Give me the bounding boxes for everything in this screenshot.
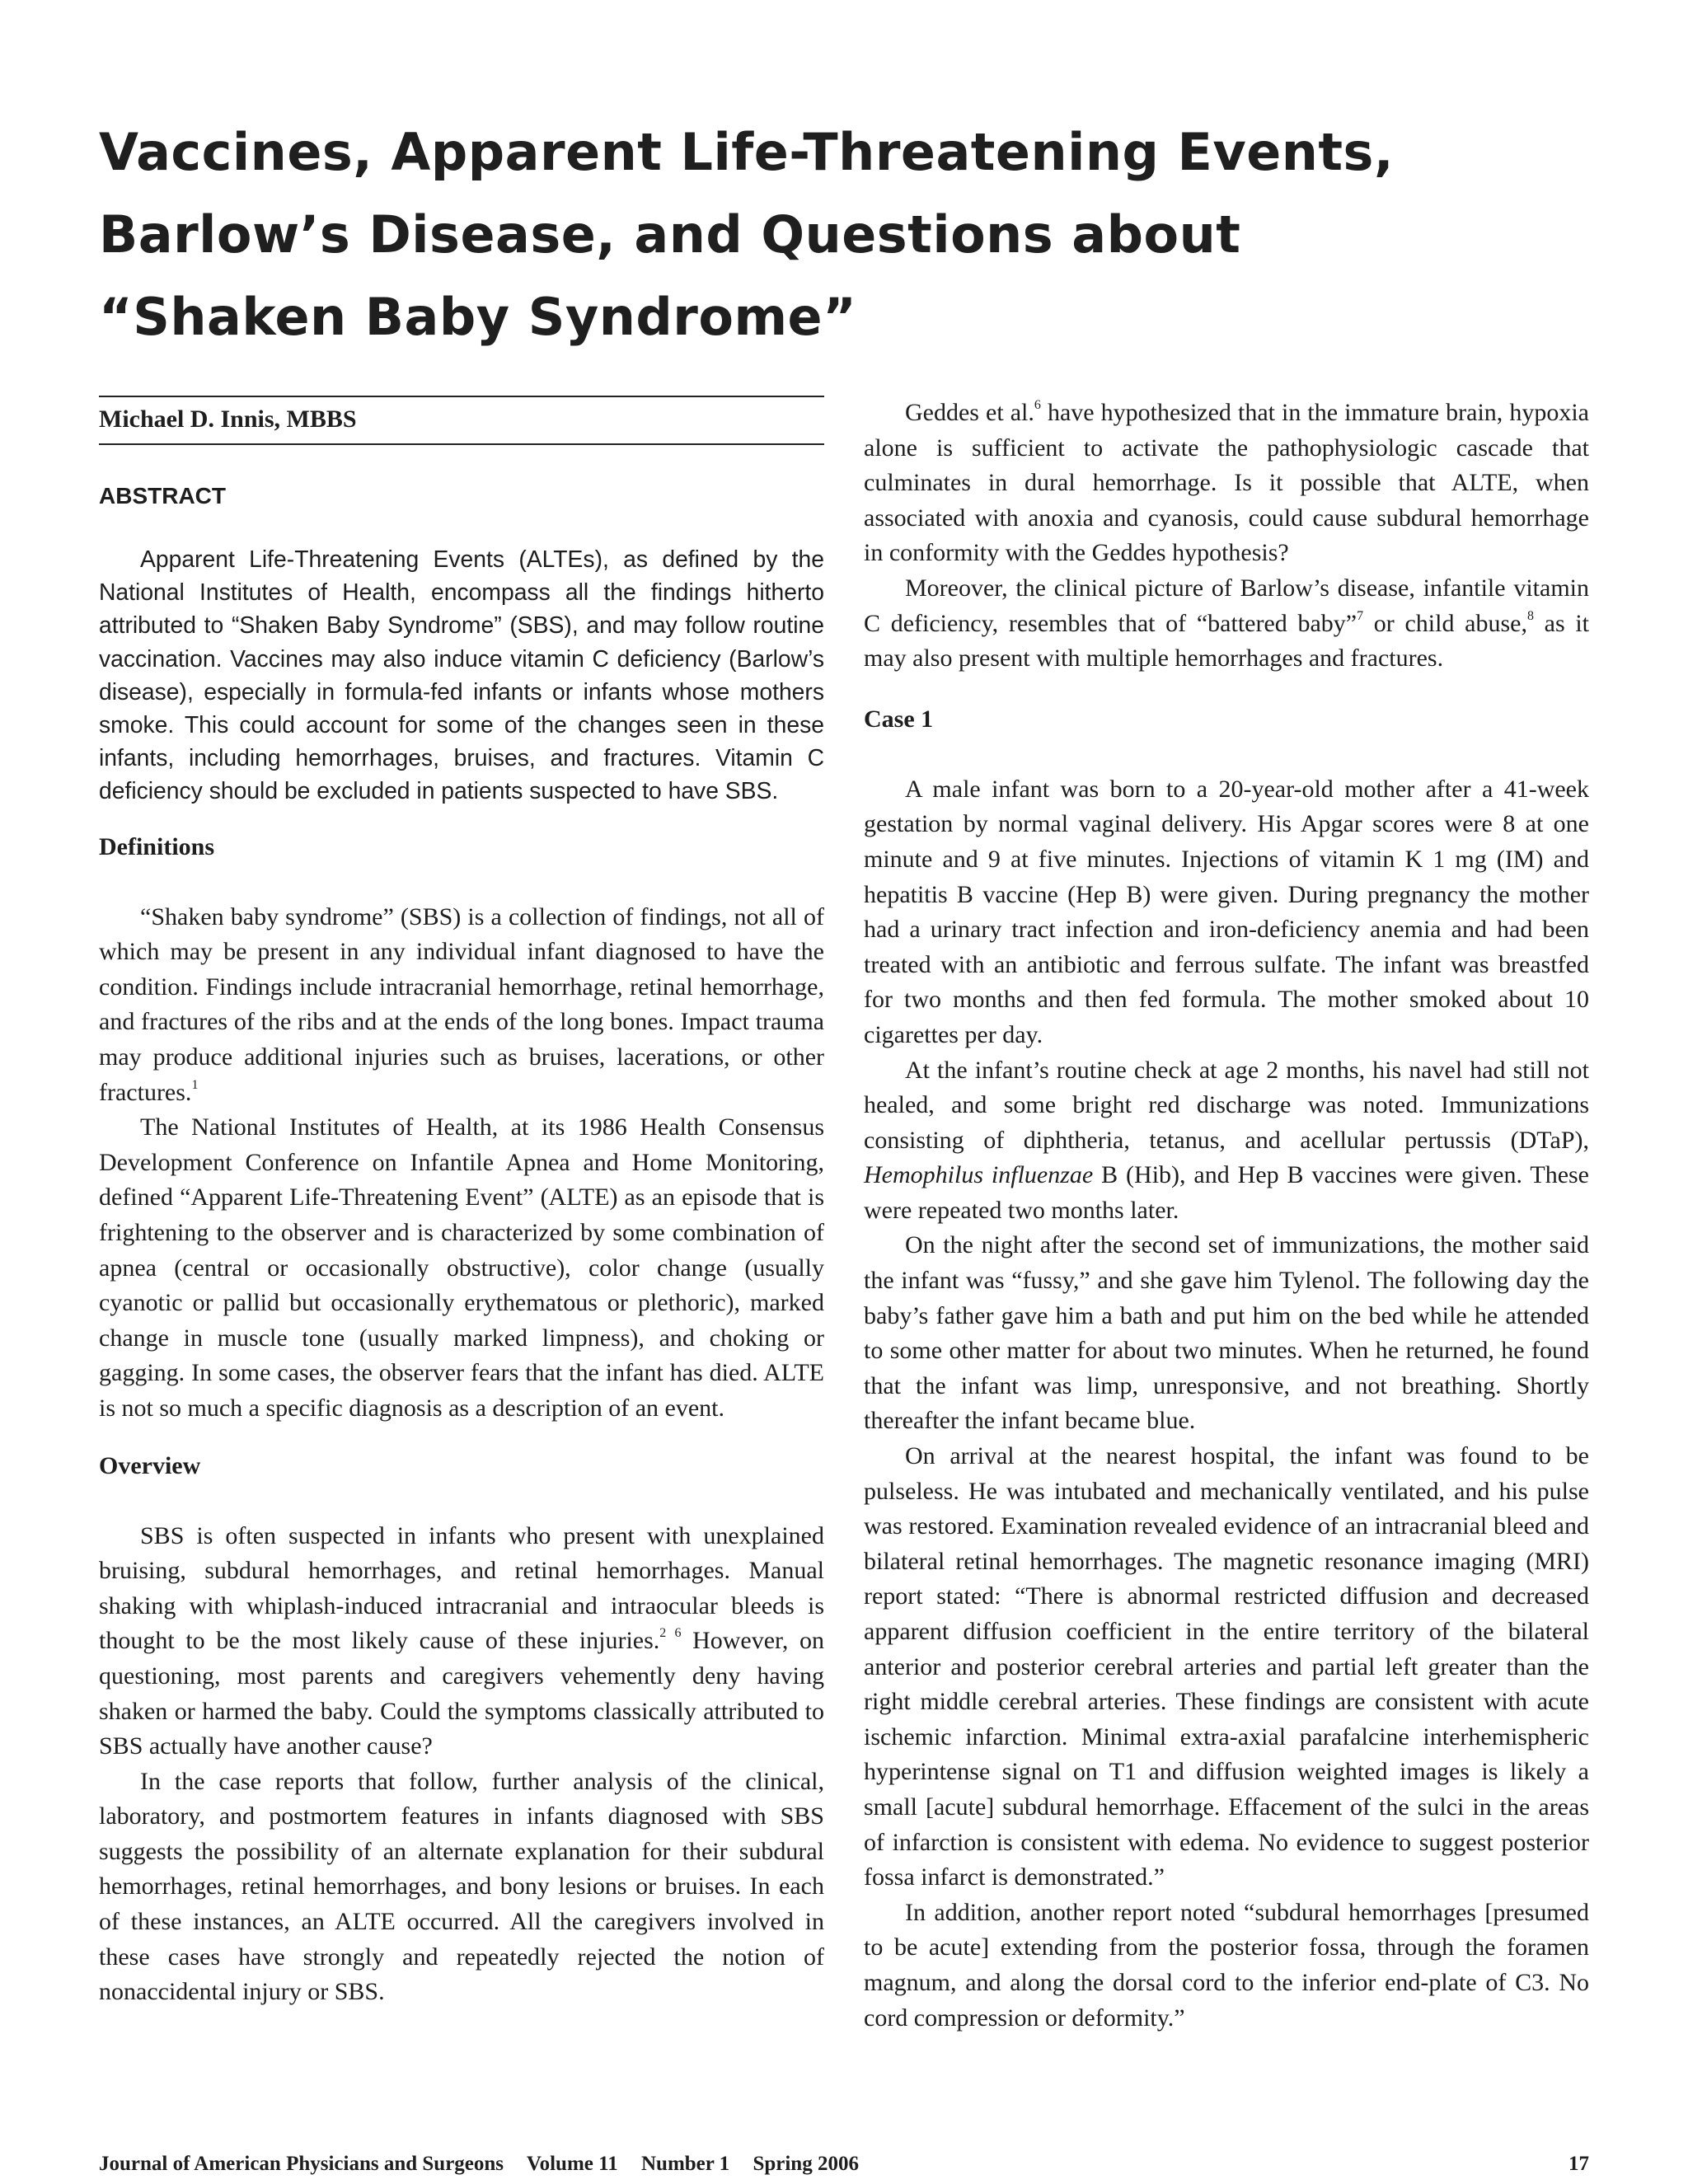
abstract-text: Apparent Life-Threatening Events (ALTEs), as defined by the National Institutes of Health, encompass all the findings hitherto attributed to “Shaken Baby Syndrome” (SBS), and may follow routine vaccination. Vaccines may also induce vitamin C deficiency (Barlow’s disease), especially in formula-fed infants or infants whose mothers smoke. This could account for some of the changes seen in these infants, including hemorrhages, bruises, and fractures. Vitamin C deficiency should be excluded in patients suspected to have SBS. xyxy=(99,546,824,804)
paragraph-text: have hypothesized that in the immature brain, hypoxia alone is sufficient to activate the pathophysiologic cascade that culminates in dural hemorrhage. Is it possible that ALTE, when associated with anoxia and cyanosis, could cause subdural hemorrhage in conformity with the Geddes hypothesis? xyxy=(864,399,1589,567)
journal-number: Number 1 xyxy=(641,2153,730,2175)
section-heading-overview: Overview xyxy=(99,1451,201,1479)
paragraph xyxy=(99,1519,824,1765)
reference-marker: 7 xyxy=(1357,608,1364,623)
right-column xyxy=(864,396,1589,2036)
paragraph: On the night after the second set of immunizations, the mother said the infant was “fussy,” and she gave him Tylenol. The following day the baby’s father gave him a bath and put him on the bed while he attended to some other matter for about two minutes. When he returned, he found that the infant was limp, unresponsive, and not breathing. Shortly thereafter the infant became blue. xyxy=(864,1231,1589,1435)
paragraph-text: B (Hib), and Hep B vaccines were given. These were repeated two months later. xyxy=(864,1161,1589,1224)
journal-name: Journal of American Physicians and Surgeons xyxy=(99,2153,504,2175)
section-heading-case-1: Case 1 xyxy=(864,705,934,733)
reference-marker: 8 xyxy=(1526,608,1534,623)
paragraph: In the case reports that follow, further analysis of the clinical, laboratory, and postmortem features in infants diagnosed with SBS suggests the possibility of an alternate explanation for their subdural hemorrhages, retinal hemorrhages, and bony lesions or bruises. In each of these instances, an ALTE occurred. All the caregivers involved in these cases have strongly and repeatedly rejected the notion of nonaccidental injury or SBS. xyxy=(99,1767,824,2006)
paragraph xyxy=(864,1053,1589,1229)
paragraph-text: or child abuse, xyxy=(1363,609,1527,637)
journal-volume: Volume 11 xyxy=(526,2153,618,2175)
paragraph xyxy=(99,900,824,1111)
paragraph-text: Moreover, the clinical picture of Barlow’s disease, infantile vitamin C deficiency, resembles that of “battered baby” xyxy=(864,574,1589,637)
italic-term: Hemophilus influenzae xyxy=(864,1161,1094,1189)
paragraph xyxy=(864,396,1589,571)
paragraph: The National Institutes of Health, at its 1986 Health Consensus Development Conference on Infantile Apnea and Home Monitoring, defined “Apparent Life-Threatening Event” (ALTE) as an episode that is frightening to the observer and is characterized by some combination of apnea (central or occasionally obstructive), color change (usually cyanotic or pallid but occasionally erythematous or plethoric), marked change in muscle tone (usually marked limpness), and choking or gagging. In some cases, the observer fears that the infant has died. ALTE is not so much a specific diagnosis as a description of an event. xyxy=(99,1113,824,1422)
paragraph: A male infant was born to a 20-year-old mother after a 41-week gestation by normal vaginal delivery. His Apgar scores were 8 at one minute and 9 at five minutes. Injections of vitamin K 1 mg (IM) and hepatitis B vaccine (Hep B) were given. During pregnancy the mother had a urinary tract infection and iron-deficiency anemia and had been treated with an antibiotic and ferrous sulfate. The infant was breastfed for two months and then fed formula. The mother smoked about 10 cigarettes per day. xyxy=(864,775,1589,1048)
reference-marker: 1 xyxy=(191,1077,199,1092)
paragraph: On arrival at the nearest hospital, the infant was found to be pulseless. He was intubated and mechanically ventilated, and his pulse was restored. Examination revealed evidence of an intracranial bleed and bilateral retinal hemorrhages. The magnetic resonance imaging (MRI) report stated: “There is abnormal restricted diffusion and decreased apparent diffusion coefficient in the entire territory of the bilateral anterior and posterior cerebral arteries and partial left greater than the right middle cerebral arteries. These findings are consistent with acute ischemic infarction. Minimal extra-axial parafalcine interhemispheric hyperintense signal on T1 and diffusion weighted images is likely a small [acute] subdural hemorrhage. Effacement of the sulci in the areas of infarction is consistent with edema. No evidence to suggest posterior fossa infarct is demonstrated.” xyxy=(864,1442,1589,1891)
paragraph-text: as it may also present with multiple hemorrhages and fractures. xyxy=(864,609,1590,673)
left-column xyxy=(99,396,824,2010)
page-footer xyxy=(99,2153,1589,2176)
page-number: 17 xyxy=(1568,2153,1589,2175)
journal-season: Spring 2006 xyxy=(753,2153,859,2175)
paragraph xyxy=(864,571,1589,677)
paragraph-text: Geddes et al. xyxy=(905,399,1034,426)
journal-info xyxy=(99,2153,877,2176)
paragraph: In addition, another report noted “subdural hemorrhages [presumed to be acute] extending from the posterior fossa, through the foramen magnum, and along the dorsal cord to the inferior end-plate of C3. No cord compression or deformity.” xyxy=(864,1898,1589,2032)
title-line: “Shaken Baby Syndrome” xyxy=(99,287,857,347)
author-name: Michael D. Innis, MBBS xyxy=(99,405,357,433)
article-title xyxy=(99,111,1582,359)
title-line: Vaccines, Apparent Life-Threatening Events, xyxy=(99,122,1395,182)
divider xyxy=(99,443,824,445)
paragraph-text: However, on questioning, most parents and caregivers vehemently deny having shaken or harmed the baby. Could the symptoms classically attributed to SBS actually have another cause? xyxy=(99,1627,824,1760)
reference-marker: 2 6 xyxy=(659,1626,682,1641)
reference-marker: 6 xyxy=(1034,398,1041,412)
title-line: Barlow’s Disease, and Questions about xyxy=(99,204,1241,265)
section-heading-definitions: Definitions xyxy=(99,832,215,860)
paragraph-text: At the infant’s routine check at age 2 months, his navel had still not healed, and some bright red discharge was noted. Immunizations consisting of diphtheria, tetanus, and acellular pertussis (DTaP), xyxy=(864,1056,1589,1154)
paragraph-text: “Shaken baby syndrome” (SBS) is a collection of findings, not all of which may be present in any individual infant diagnosed to have the condition. Findings include intracranial hemorrhage, retinal hemorrhage, and fractures of the ribs and at the ends of the long bones. Impact trauma may produce additional injuries such as bruises, lacerations, or other fractures. xyxy=(99,902,824,1106)
paragraph-text: SBS is often suspected in infants who present with unexplained bruising, subdural hemorrhages, and retinal hemorrhages. Manual shaking with whiplash-induced intracranial and intraocular bleeds is thought to be the most likely cause of these injuries. xyxy=(99,1521,824,1655)
abstract-heading: ABSTRACT xyxy=(99,483,226,509)
